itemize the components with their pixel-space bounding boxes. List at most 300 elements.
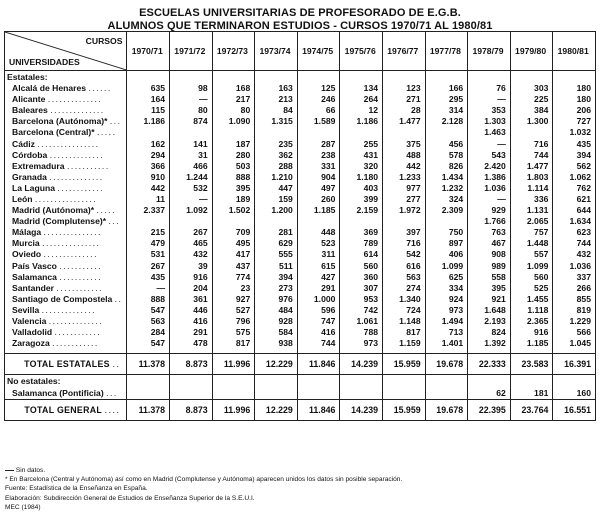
value-cell: 1.392 (468, 338, 511, 349)
value-cell: 1.099 (510, 261, 553, 272)
leader-dots: ........... (66, 160, 110, 171)
value-cell: 527 (212, 305, 255, 316)
row-name: Baleares (12, 105, 48, 116)
value-cell (297, 127, 340, 138)
year-header: 1980/81 (553, 32, 596, 71)
row-label (5, 261, 127, 272)
value-cell: 206 (553, 105, 596, 116)
value-cell: 11 (127, 194, 170, 205)
table-row (5, 249, 596, 260)
value-cell: 1.000 (297, 294, 340, 305)
row-name: Extremadura (12, 160, 65, 171)
table-row (5, 238, 596, 249)
row-label (5, 105, 127, 116)
leader-dots: ... (109, 116, 122, 127)
title-line-2: ALUMNOS QUE TERMINARON ESTUDIOS - CURSOS 1970/71 AL 1980/81 (107, 20, 493, 32)
table-row (5, 172, 596, 183)
value-cell: 560 (510, 272, 553, 283)
value-cell: 888 (127, 294, 170, 305)
value-cell (383, 387, 426, 400)
row-label (5, 227, 127, 238)
value-cell: 274 (383, 283, 426, 294)
value-cell: 750 (425, 227, 468, 238)
row-label (5, 172, 127, 183)
value-cell: 742 (340, 305, 383, 316)
leader-dots: ............ (52, 338, 99, 349)
leader-dots: ............... (42, 238, 101, 249)
value-cell: 264 (340, 94, 383, 105)
value-cell: 204 (170, 283, 213, 294)
section-label: Estatales: (5, 71, 127, 84)
value-cell: 976 (255, 294, 298, 305)
value-cell: 1.589 (297, 116, 340, 127)
value-cell: 928 (255, 316, 298, 327)
value-cell: 1.448 (510, 238, 553, 249)
value-cell: 511 (255, 261, 298, 272)
value-cell: 303 (510, 83, 553, 94)
value-cell: 1.200 (255, 205, 298, 216)
leader-dots: ............ (56, 282, 104, 293)
row-label (5, 83, 127, 94)
section-label: No estatales: (5, 375, 127, 388)
value-cell: 320 (340, 161, 383, 172)
value-cell: 31 (170, 150, 213, 161)
table-row (5, 116, 596, 127)
value-cell (425, 216, 468, 227)
value-cell: 168 (212, 83, 255, 94)
row-name: Córdoba (12, 149, 48, 160)
leader-dots: ............... (43, 227, 102, 238)
value-cell: 977 (383, 183, 426, 194)
value-cell: 307 (340, 283, 383, 294)
value-cell: 1.159 (383, 338, 426, 349)
value-cell: 456 (425, 138, 468, 149)
value-cell: 921 (468, 294, 511, 305)
row-name: Murcia (12, 238, 40, 249)
value-cell: 532 (170, 183, 213, 194)
leader-dots: ... (106, 388, 118, 399)
row-name: Valladolid (12, 327, 53, 338)
value-cell: 796 (212, 316, 255, 327)
leader-dots: .............. (43, 249, 98, 260)
year-header: 1974/75 (297, 32, 340, 71)
value-cell: 2.159 (340, 205, 383, 216)
value-cell: 644 (553, 205, 596, 216)
value-cell: 291 (170, 327, 213, 338)
value-cell: 166 (425, 83, 468, 94)
value-cell: 12.229 (255, 354, 298, 375)
value-cell (255, 127, 298, 138)
table-row (5, 194, 596, 205)
statistics-table (4, 31, 596, 421)
footnote-fuente: Fuente: Estadística de la Enseñanza en España. (5, 485, 148, 493)
value-cell: 495 (212, 238, 255, 249)
dash-icon (5, 470, 14, 471)
value-cell: 11.846 (297, 354, 340, 375)
value-cell (340, 127, 383, 138)
value-cell: 635 (127, 83, 170, 94)
value-cell: 916 (170, 272, 213, 283)
value-cell: 281 (255, 227, 298, 238)
table-row (5, 127, 596, 138)
value-cell: 15.959 (383, 354, 426, 375)
row-label (5, 283, 127, 294)
value-cell: 625 (425, 272, 468, 283)
row-name: León (12, 193, 33, 204)
value-cell: 1.229 (553, 316, 596, 327)
value-cell: 180 (553, 94, 596, 105)
value-cell (297, 387, 340, 400)
value-cell: 1.185 (510, 338, 553, 349)
value-cell: 904 (297, 172, 340, 183)
value-cell: 774 (212, 272, 255, 283)
document-title (0, 7, 600, 33)
value-cell: 213 (255, 94, 298, 105)
value-cell: 266 (553, 283, 596, 294)
row-name: País Vasco (12, 260, 57, 271)
value-cell: 747 (297, 316, 340, 327)
value-cell: 366 (127, 161, 170, 172)
value-cell: 16.551 (553, 400, 596, 421)
value-cell: 294 (127, 150, 170, 161)
value-cell: 80 (170, 105, 213, 116)
value-cell: 973 (340, 338, 383, 349)
value-cell: 164 (127, 94, 170, 105)
value-cell: 331 (297, 161, 340, 172)
row-name: Madrid (Complutense)* (12, 216, 107, 227)
value-cell: 406 (425, 249, 468, 260)
value-cell: 267 (170, 227, 213, 238)
row-label (5, 294, 127, 305)
table-row (5, 338, 596, 349)
value-cell: 432 (553, 249, 596, 260)
row-name: Madrid (Autónoma)* (12, 205, 95, 216)
value-cell: 288 (255, 161, 298, 172)
value-cell: 273 (255, 283, 298, 294)
row-name: Zaragoza (12, 338, 50, 349)
value-cell: 66 (297, 105, 340, 116)
table-row (5, 150, 596, 161)
value-cell: 1.803 (510, 172, 553, 183)
value-cell: 1.648 (468, 305, 511, 316)
value-cell: 916 (510, 327, 553, 338)
value-cell: 11.996 (212, 400, 255, 421)
row-name: Salamanca (12, 271, 57, 282)
value-cell: — (468, 94, 511, 105)
value-cell: 1.186 (340, 116, 383, 127)
value-cell: 1.092 (170, 205, 213, 216)
value-cell: 578 (425, 150, 468, 161)
value-cell: 953 (340, 294, 383, 305)
value-cell: 291 (297, 283, 340, 294)
row-name: La Laguna (12, 182, 55, 193)
row-name: TOTAL GENERAL (24, 405, 102, 416)
value-cell (510, 127, 553, 138)
value-cell: 217 (212, 94, 255, 105)
value-cell: 542 (383, 249, 426, 260)
value-cell: 442 (127, 183, 170, 194)
value-cell: 855 (553, 294, 596, 305)
table-row (5, 183, 596, 194)
value-cell: 235 (255, 138, 298, 149)
value-cell: 314 (425, 105, 468, 116)
value-cell: 80 (212, 105, 255, 116)
value-cell: 1.303 (468, 116, 511, 127)
value-cell: 28 (383, 105, 426, 116)
footnote-asterisk: * En Barcelona (Central y Autónoma) así como en Madrid (Complutense y Autónoma) aparecen unidos los datos sin posible separación. (5, 476, 403, 484)
leader-dots: ...... (88, 83, 112, 94)
leader-dots: ................ (37, 138, 100, 149)
footnotes (5, 466, 402, 512)
leader-dots: .............. (41, 304, 97, 315)
value-cell: — (170, 94, 213, 105)
value-cell: 1.315 (255, 116, 298, 127)
table-row (5, 316, 596, 327)
row-label (5, 161, 127, 172)
year-header: 1972/73 (212, 32, 255, 71)
row-label (5, 150, 127, 161)
value-cell: 973 (425, 305, 468, 316)
table-body (5, 71, 596, 421)
value-cell: 163 (255, 83, 298, 94)
value-cell: 189 (212, 194, 255, 205)
value-cell: 23 (212, 283, 255, 294)
year-header: 1971/72 (170, 32, 213, 71)
row-label (5, 305, 127, 316)
value-cell: 2.337 (127, 205, 170, 216)
table-row (5, 272, 596, 283)
value-cell (425, 387, 468, 400)
value-cell: 938 (255, 338, 298, 349)
value-cell: 84 (255, 105, 298, 116)
value-cell: 362 (255, 150, 298, 161)
value-cell: 11.996 (212, 354, 255, 375)
value-cell: 989 (468, 261, 511, 272)
table-row (5, 138, 596, 149)
leader-dots: ............ (57, 182, 105, 193)
value-cell: 874 (170, 116, 213, 127)
value-cell: 1.477 (383, 116, 426, 127)
value-cell: — (127, 283, 170, 294)
row-label (5, 387, 127, 400)
table-row (5, 227, 596, 238)
value-cell: 555 (255, 249, 298, 260)
value-cell: 395 (212, 183, 255, 194)
value-cell: 160 (553, 387, 596, 400)
value-cell: 446 (170, 305, 213, 316)
value-cell: 1.032 (553, 127, 596, 138)
value-cell: 16.391 (553, 354, 596, 375)
value-cell: 763 (468, 227, 511, 238)
value-cell: 14.239 (340, 400, 383, 421)
value-cell: 1.036 (553, 261, 596, 272)
value-cell: 817 (212, 338, 255, 349)
value-cell: 448 (297, 227, 340, 238)
value-cell: 19.678 (425, 354, 468, 375)
value-cell: 395 (468, 283, 511, 294)
row-label (5, 205, 127, 216)
value-cell: 334 (425, 283, 468, 294)
value-cell: 560 (340, 261, 383, 272)
value-cell: 557 (510, 249, 553, 260)
value-cell: 115 (127, 105, 170, 116)
value-cell: 2.128 (425, 116, 468, 127)
value-cell: 14.239 (340, 354, 383, 375)
value-cell (255, 216, 298, 227)
value-cell (212, 127, 255, 138)
value-cell: 1.180 (340, 172, 383, 183)
row-label (5, 138, 127, 149)
value-cell: 215 (127, 227, 170, 238)
leader-dots: .............. (50, 105, 105, 116)
row-label (5, 183, 127, 194)
value-cell: 336 (510, 194, 553, 205)
value-cell (127, 216, 170, 227)
value-cell: 558 (468, 272, 511, 283)
row-label (5, 316, 127, 327)
value-cell: 360 (340, 272, 383, 283)
value-cell: 1.099 (425, 261, 468, 272)
value-cell: 416 (170, 316, 213, 327)
value-cell: 431 (340, 150, 383, 161)
value-cell (383, 127, 426, 138)
table-header-row (5, 32, 596, 71)
value-cell (170, 387, 213, 400)
value-cell: 271 (383, 94, 426, 105)
row-label (5, 116, 127, 127)
value-cell: 8.873 (170, 400, 213, 421)
value-cell (297, 216, 340, 227)
value-cell: 1.210 (255, 172, 298, 183)
value-cell: 614 (340, 249, 383, 260)
year-header: 1970/71 (127, 32, 170, 71)
leader-dots: .. (112, 359, 121, 370)
value-cell: 547 (127, 338, 170, 349)
value-cell: 324 (425, 194, 468, 205)
value-cell (212, 216, 255, 227)
value-cell: 435 (553, 138, 596, 149)
value-cell: 1.340 (383, 294, 426, 305)
value-cell: 447 (255, 183, 298, 194)
table-row (5, 205, 596, 216)
value-cell: 11.846 (297, 400, 340, 421)
value-cell: 897 (425, 238, 468, 249)
value-cell: 1.090 (212, 116, 255, 127)
row-label (5, 327, 127, 338)
value-cell: 817 (383, 327, 426, 338)
value-cell: 2.065 (510, 216, 553, 227)
value-cell: 621 (553, 194, 596, 205)
value-cell: 287 (297, 138, 340, 149)
value-cell (340, 387, 383, 400)
value-cell (127, 127, 170, 138)
value-cell: 563 (127, 316, 170, 327)
value-cell: 397 (383, 227, 426, 238)
value-cell: 467 (468, 238, 511, 249)
value-cell: 1.455 (510, 294, 553, 305)
value-cell: 531 (127, 249, 170, 260)
value-cell: 908 (468, 249, 511, 260)
value-cell: 311 (297, 249, 340, 260)
leader-dots: .... (104, 405, 121, 416)
value-cell: 523 (297, 238, 340, 249)
value-cell: 277 (383, 194, 426, 205)
leader-dots: .. (114, 293, 123, 304)
value-cell: 187 (212, 138, 255, 149)
value-cell: 910 (127, 172, 170, 183)
value-cell: 125 (297, 83, 340, 94)
row-name: Granada (12, 171, 47, 182)
value-cell: 713 (425, 327, 468, 338)
value-cell: 824 (468, 327, 511, 338)
value-cell: 76 (468, 83, 511, 94)
row-label (5, 400, 127, 421)
value-cell: 238 (297, 150, 340, 161)
value-cell: 22.395 (468, 400, 511, 421)
leader-dots: ........... (59, 271, 103, 282)
value-cell: 924 (425, 294, 468, 305)
row-name: Alicante (12, 94, 46, 105)
row-label (5, 249, 127, 260)
year-header: 1977/78 (425, 32, 468, 71)
value-cell: 1.118 (510, 305, 553, 316)
value-cell: 98 (170, 83, 213, 94)
value-cell: 403 (340, 183, 383, 194)
row-name: Barcelona (Central)* (12, 127, 95, 138)
value-cell: 744 (297, 338, 340, 349)
value-cell: 23.764 (510, 400, 553, 421)
value-cell: 19.678 (425, 400, 468, 421)
value-cell: 716 (510, 138, 553, 149)
value-cell: 375 (383, 138, 426, 149)
value-cell: 23.583 (510, 354, 553, 375)
value-cell: 11.378 (127, 400, 170, 421)
value-cell: 478 (170, 338, 213, 349)
value-cell: 1.232 (425, 183, 468, 194)
value-cell: 2.365 (510, 316, 553, 327)
title-line-1: ESCUELAS UNIVERSITARIAS DE PROFESORADO DE E.G.B. (139, 7, 461, 19)
leader-dots: ................ (34, 193, 98, 204)
total-estatales-row (5, 354, 596, 375)
value-cell: 394 (553, 150, 596, 161)
cursos-label: CURSOS (85, 36, 123, 46)
total-general-row (5, 400, 596, 421)
value-cell (383, 216, 426, 227)
value-cell: 1.300 (510, 116, 553, 127)
value-cell: 2.309 (425, 205, 468, 216)
value-cell: 575 (212, 327, 255, 338)
value-cell: 1.972 (383, 205, 426, 216)
value-cell: 2.420 (468, 161, 511, 172)
value-cell: 353 (468, 105, 511, 116)
value-cell: 255 (340, 138, 383, 149)
value-cell: 584 (255, 327, 298, 338)
value-cell (170, 127, 213, 138)
value-cell (170, 216, 213, 227)
value-cell: 1.186 (127, 116, 170, 127)
value-cell: 384 (510, 105, 553, 116)
value-cell: 1.045 (553, 338, 596, 349)
value-cell: 162 (127, 138, 170, 149)
table-row (5, 283, 596, 294)
value-cell: 525 (510, 283, 553, 294)
value-cell: 181 (510, 387, 553, 400)
value-cell: 12.229 (255, 400, 298, 421)
value-cell: 260 (297, 194, 340, 205)
value-cell: 744 (553, 238, 596, 249)
row-label (5, 216, 127, 227)
leader-dots: .............. (47, 94, 103, 105)
